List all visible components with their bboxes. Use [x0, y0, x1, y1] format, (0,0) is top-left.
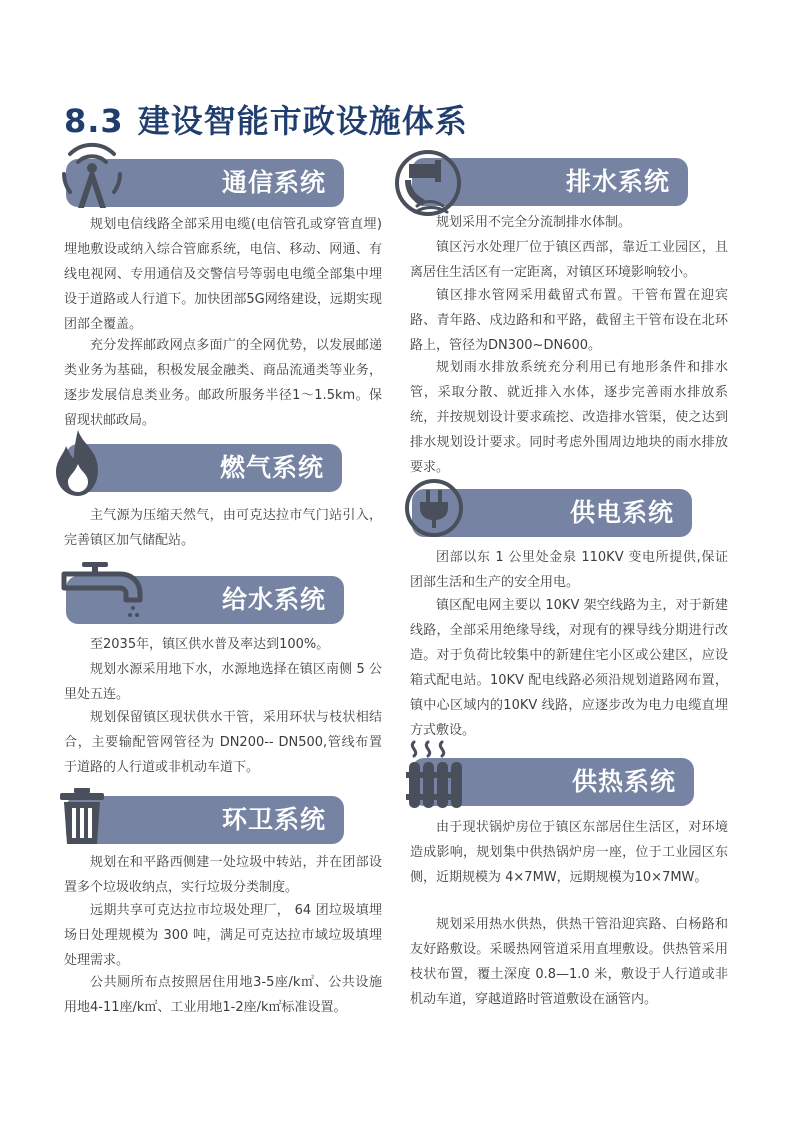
sanitation-paragraph-2: 远期共享可克达拉市垃圾处理厂， 64 团垃圾填埋场日处理规模为 300 吨，满足可克达拉市域垃圾填埋处理需求。 [64, 903, 382, 968]
sanitation-paragraph-1: 规划在和平路西侧建一处垃圾中转站，并在团部设置多个垃圾收纳点，实行垃圾分类制度。 [64, 855, 382, 895]
gas-paragraph-1: 主气源为压缩天然气，由可克达拉市气门站引入，完善镇区加气储配站。 [64, 508, 382, 548]
power-title: 供电系统 [569, 498, 674, 527]
water-paragraph-3: 规划保留镇区现状供水干管，采用环状与枝状相结合，主要输配管网管径为 DN200-- DN500,管线布置于道路的人行道或非机动车道下。 [64, 710, 382, 775]
section-number: 8.3 [64, 102, 124, 140]
drainage-title: 排水系统 [565, 167, 670, 196]
gas-title: 燃气系统 [219, 453, 324, 482]
drainage-paragraph-1: 规划采用不完全分流制排水体制。 [436, 215, 632, 230]
faucet-icon [60, 560, 150, 620]
water-paragraph-1: 至2035年，镇区供水普及率达到100%。 [90, 637, 330, 652]
power-paragraph-2: 镇区配电网主要以 10KV 架空线路为主，对于新建线路，全部采用绝缘导线，对现有的裸导线分期进行改造。对于负荷比较集中的新建住宅小区或公建区，应设箱式配电站。10KV 配电线路必须沿规划道路网布置，镇中心区域内的10KV 线路，应逐步改为电力电缆直埋方式敷设。 [410, 598, 728, 738]
radiator-icon [404, 738, 464, 810]
drainage-paragraph-2: 镇区污水处理厂位于镇区西部，靠近工业园区，且离居住生活区有一定距离，对镇区环境影响较小。 [410, 240, 728, 280]
page-heading [64, 96, 468, 142]
signal-tower-icon [56, 140, 128, 212]
telecom-paragraph-2: 充分发挥邮政网点多面广的全网优势，以发展邮递类业务为基础，积极发展金融类、商品流通类等业务，逐步发展信息类业务。邮政所服务半径1～1.5km。保留现状邮政局。 [64, 338, 382, 428]
water-title: 给水系统 [221, 585, 326, 614]
flame-icon [48, 428, 108, 498]
heating-paragraph-1: 由于现状锅炉房位于镇区东部居住生活区，对环境造成影响，规划集中供热锅炉房一座，位于工业园区东侧，近期规模为 4×7MW，远期规模为10×7MW。 [410, 820, 728, 885]
power-paragraph-1: 团部以东 1 公里处金泉 110KV 变电所提供,保证团部生活和生产的安全用电。 [410, 550, 728, 590]
trash-bin-icon [58, 786, 106, 846]
drain-pipe-icon [393, 148, 463, 218]
heating-paragraph-2: 规划采用热水供热，供热干管沿迎宾路、白杨路和友好路敷设。采暖热网管道采用直埋敷设。供热管采用枝状布置，覆土深度 0.8—1.0 米，敷设于人行道或非机动车道，穿越道路时管道敷设在涵管内。 [410, 917, 728, 1007]
heating-title: 供热系统 [571, 767, 676, 796]
sanitation-paragraph-3: 公共厕所布点按照居住用地3-5座/k㎡、公共设施用地4-11座/k㎡、工业用地1-2座/k㎡标准设置。 [64, 975, 382, 1015]
drainage-paragraph-3: 镇区排水管网采用截留式布置。干管布置在迎宾路、青年路、戍边路和和平路，截留主干管布设在北环路上，管径为DN300~DN600。 [410, 288, 728, 353]
section-title: 建设智能市政设施体系 [137, 102, 468, 140]
sanitation-title: 环卫系统 [221, 805, 326, 834]
water-paragraph-2: 规划水源采用地下水，水源地选择在镇区南侧 5 公里处五连。 [64, 662, 382, 702]
sanitation-banner [66, 796, 344, 844]
telecom-paragraph-1: 规划电信线路全部采用电缆(电信管孔或穿管直埋)埋地敷设或纳入综合管廊系统，电信、移动、网通、有线电视网、专用通信及交警信号等弱电电缆全部集中埋设于道路或人行道下。加快团部5G网络建设，远期实现团部全覆盖。 [64, 217, 382, 332]
telecom-title: 通信系统 [221, 168, 326, 197]
power-plug-icon [404, 478, 464, 538]
drainage-paragraph-4: 规划雨水排放系统充分利用已有地形条件和排水管，采取分散、就近排入水体，逐步完善雨水排放系统，并按规划设计要求疏挖、改造排水管渠，使之达到排水规划设计要求。同时考虑外围周边地块的雨水排放要求。 [410, 360, 728, 475]
